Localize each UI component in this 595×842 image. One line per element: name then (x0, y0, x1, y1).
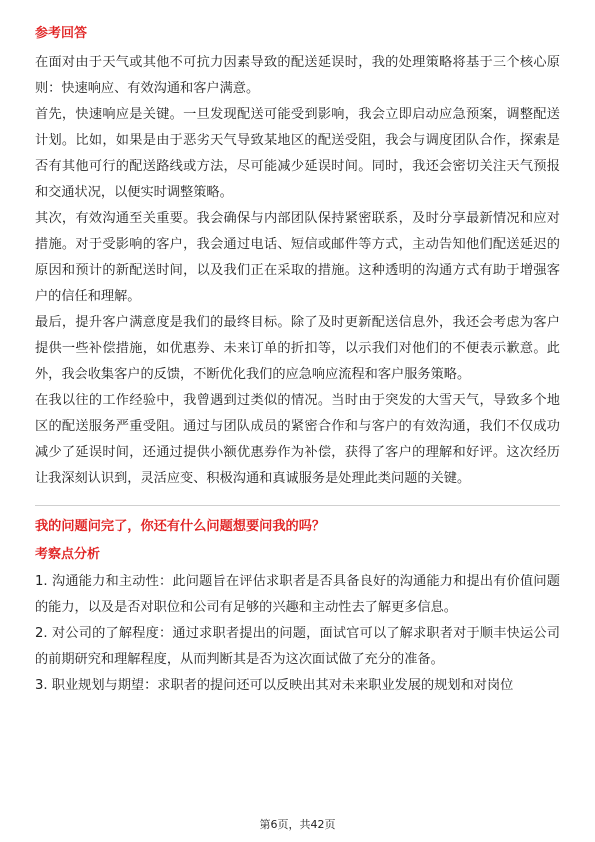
reference-paragraph: 其次，有效沟通至关重要。我会确保与内部团队保持紧密联系，及时分享最新情况和应对措施。对于受影响的客户，我会通过电话、短信或邮件等方式，主动告知他们配送延迟的原因和预计的新配送时间，以及我们正在采取的措施。这种透明的沟通方式有助于增强客户的信任和理解。 (35, 211, 560, 304)
interview-question: 我的问题问完了，你还有什么问题想要问我的吗？ (35, 519, 326, 534)
page-content (35, 24, 560, 699)
reference-paragraph: 在我以往的工作经验中，我曾遇到过类似的情况。当时由于突发的大雪天气，导致多个地区的配送服务严重受阻。通过与团队成员的紧密合作和与客户的有效沟通，我们不仅成功减少了延误时间，还通过提供小额优惠券作为补偿，获得了客户的理解和好评。这次经历让我深刻认识到，灵活应变、积极沟通和真诚服务是处理此类问题的关键。 (35, 393, 560, 486)
reference-paragraph: 最后，提升客户满意度是我们的最终目标。除了及时更新配送信息外，我还会考虑为客户提供一些补偿措施，如优惠券、未来订单的折扣等，以示我们对他们的不便表示歉意。此外，我会收集客户的反馈，不断优化我们的应急响应流程和客户服务策略。 (35, 315, 560, 382)
reference-paragraph: 在面对由于天气或其他不可抗力因素导致的配送延误时，我的处理策略将基于三个核心原则：快速响应、有效沟通和客户满意。 (35, 55, 560, 96)
analysis-heading: 考察点分析 (35, 547, 101, 562)
page-number: 第6页，共42页 (259, 818, 336, 831)
analysis-item: 1. 沟通能力和主动性：此问题旨在评估求职者是否具备良好的沟通能力和提出有价值问题的能力，以及是否对职位和公司有足够的兴趣和主动性去了解更多信息。 (35, 574, 560, 615)
analysis-item: 3. 职业规划与期望：求职者的提问还可以反映出其对未来职业发展的规划和对岗位 (35, 678, 514, 693)
reference-answer-heading: 参考回答 (35, 26, 88, 41)
reference-paragraph: 首先，快速响应是关键。一旦发现配送可能受到影响，我会立即启动应急预案，调整配送计划。比如，如果是由于恶劣天气导致某地区的配送受阻，我会与调度团队合作，探索是否有其他可行的配送路线或方法，尽可能减少延误时间。同时，我还会密切关注天气预报和交通状况，以便实时调整策略。 (35, 107, 560, 200)
section-divider (35, 505, 560, 506)
analysis-item: 2. 对公司的了解程度：通过求职者提出的问题，面试官可以了解求职者对于顺丰快运公司的前期研究和理解程度，从而判断其是否为这次面试做了充分的准备。 (35, 626, 560, 667)
